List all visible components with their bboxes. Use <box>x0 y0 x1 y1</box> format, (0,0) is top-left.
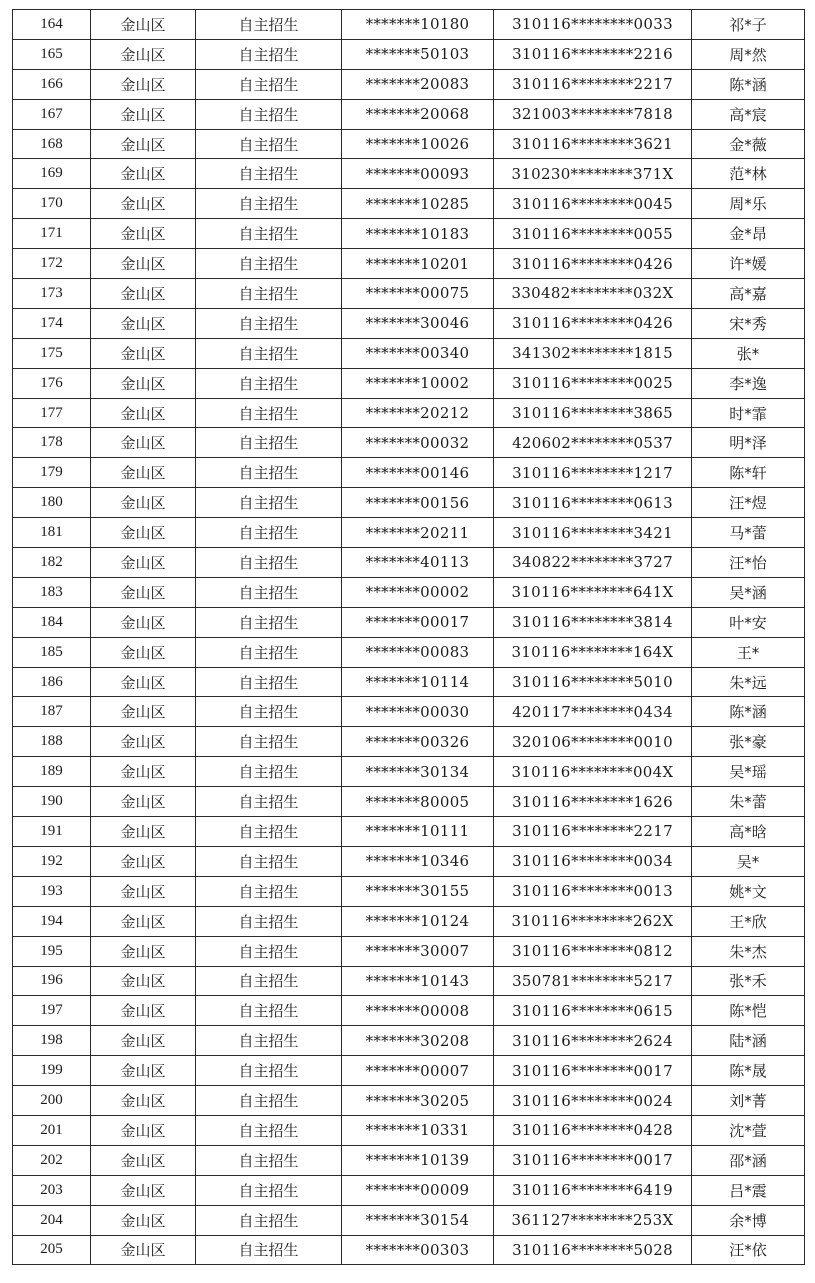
table-row <box>13 996 805 1026</box>
student-name-cell: 高*晗 <box>692 817 805 847</box>
table-row <box>13 69 805 99</box>
row-number: 194 <box>13 906 91 936</box>
district-cell: 金山区 <box>91 817 196 847</box>
district-cell: 金山区 <box>91 99 196 129</box>
row-number: 191 <box>13 817 91 847</box>
table-row <box>13 757 805 787</box>
admission-type-cell: 自主招生 <box>196 368 342 398</box>
admission-type-cell: 自主招生 <box>196 727 342 757</box>
row-number: 172 <box>13 249 91 279</box>
row-number: 196 <box>13 966 91 996</box>
district-cell: 金山区 <box>91 1235 196 1265</box>
admission-type-cell: 自主招生 <box>196 1145 342 1175</box>
district-cell: 金山区 <box>91 398 196 428</box>
table-row <box>13 936 805 966</box>
admission-type-cell: 自主招生 <box>196 69 342 99</box>
student-name-cell: 金*薇 <box>692 129 805 159</box>
candidate-number-cell: *******10139 <box>342 1145 494 1175</box>
student-name-cell: 陈*恺 <box>692 996 805 1026</box>
district-cell: 金山区 <box>91 308 196 338</box>
id-number-cell: 310116********0034 <box>494 846 692 876</box>
student-name-cell: 朱*远 <box>692 667 805 697</box>
id-number-cell: 310116********1626 <box>494 787 692 817</box>
table-row <box>13 607 805 637</box>
table-row <box>13 398 805 428</box>
district-cell: 金山区 <box>91 548 196 578</box>
district-cell: 金山区 <box>91 577 196 607</box>
student-name-cell: 汪*依 <box>692 1235 805 1265</box>
table-row <box>13 1145 805 1175</box>
row-number: 199 <box>13 1056 91 1086</box>
candidate-number-cell: *******00156 <box>342 488 494 518</box>
candidate-number-cell: *******10201 <box>342 249 494 279</box>
id-number-cell: 310116********0426 <box>494 308 692 338</box>
id-number-cell: 310116********004X <box>494 757 692 787</box>
table-row <box>13 308 805 338</box>
table-row <box>13 99 805 129</box>
candidate-number-cell: *******10285 <box>342 189 494 219</box>
table-row <box>13 518 805 548</box>
id-number-cell: 310116********0033 <box>494 10 692 40</box>
row-number: 204 <box>13 1205 91 1235</box>
id-number-cell: 310116********0615 <box>494 996 692 1026</box>
table-row <box>13 577 805 607</box>
id-number-cell: 350781********5217 <box>494 966 692 996</box>
candidate-number-cell: *******30154 <box>342 1205 494 1235</box>
id-number-cell: 310116********2217 <box>494 817 692 847</box>
candidate-number-cell: *******00030 <box>342 697 494 727</box>
id-number-cell: 310116********2216 <box>494 39 692 69</box>
admission-type-cell: 自主招生 <box>196 667 342 697</box>
student-name-cell: 金*昂 <box>692 219 805 249</box>
row-number: 165 <box>13 39 91 69</box>
row-number: 205 <box>13 1235 91 1265</box>
table-row <box>13 1026 805 1056</box>
district-cell: 金山区 <box>91 966 196 996</box>
candidate-number-cell: *******30205 <box>342 1086 494 1116</box>
district-cell: 金山区 <box>91 1175 196 1205</box>
row-number: 166 <box>13 69 91 99</box>
row-number: 195 <box>13 936 91 966</box>
student-name-cell: 余*博 <box>692 1205 805 1235</box>
id-number-cell: 310116********641X <box>494 577 692 607</box>
table-row <box>13 787 805 817</box>
candidate-number-cell: *******00008 <box>342 996 494 1026</box>
table-row <box>13 846 805 876</box>
row-number: 182 <box>13 548 91 578</box>
admission-type-cell: 自主招生 <box>196 189 342 219</box>
table-row <box>13 488 805 518</box>
admission-type-cell: 自主招生 <box>196 39 342 69</box>
id-number-cell: 310116********0024 <box>494 1086 692 1116</box>
student-name-cell: 王*欣 <box>692 906 805 936</box>
candidate-number-cell: *******00146 <box>342 458 494 488</box>
candidate-number-cell: *******30134 <box>342 757 494 787</box>
district-cell: 金山区 <box>91 518 196 548</box>
id-number-cell: 310116********164X <box>494 637 692 667</box>
id-number-cell: 320106********0010 <box>494 727 692 757</box>
candidate-number-cell: *******00009 <box>342 1175 494 1205</box>
candidate-number-cell: *******20211 <box>342 518 494 548</box>
candidate-number-cell: *******10124 <box>342 906 494 936</box>
row-number: 192 <box>13 846 91 876</box>
admission-type-cell: 自主招生 <box>196 279 342 309</box>
id-number-cell: 310116********2217 <box>494 69 692 99</box>
row-number: 174 <box>13 308 91 338</box>
candidate-number-cell: *******00017 <box>342 607 494 637</box>
candidate-number-cell: *******20212 <box>342 398 494 428</box>
candidate-number-cell: *******00075 <box>342 279 494 309</box>
admission-type-cell: 自主招生 <box>196 159 342 189</box>
id-number-cell: 310116********0017 <box>494 1145 692 1175</box>
admission-type-cell: 自主招生 <box>196 1026 342 1056</box>
row-number: 189 <box>13 757 91 787</box>
district-cell: 金山区 <box>91 69 196 99</box>
row-number: 203 <box>13 1175 91 1205</box>
student-name-cell: 王* <box>692 637 805 667</box>
table-row <box>13 159 805 189</box>
id-number-cell: 310116********0613 <box>494 488 692 518</box>
candidate-number-cell: *******10331 <box>342 1115 494 1145</box>
id-number-cell: 330482********032X <box>494 279 692 309</box>
district-cell: 金山区 <box>91 1056 196 1086</box>
admission-type-cell: 自主招生 <box>196 129 342 159</box>
id-number-cell: 310116********2624 <box>494 1026 692 1056</box>
candidate-number-cell: *******00002 <box>342 577 494 607</box>
admission-type-cell: 自主招生 <box>196 1056 342 1086</box>
candidate-number-cell: *******00032 <box>342 428 494 458</box>
admission-type-cell: 自主招生 <box>196 398 342 428</box>
id-number-cell: 310116********0025 <box>494 368 692 398</box>
district-cell: 金山区 <box>91 1115 196 1145</box>
district-cell: 金山区 <box>91 757 196 787</box>
row-number: 175 <box>13 338 91 368</box>
district-cell: 金山区 <box>91 936 196 966</box>
row-number: 188 <box>13 727 91 757</box>
candidate-number-cell: *******30046 <box>342 308 494 338</box>
id-number-cell: 310230********371X <box>494 159 692 189</box>
row-number: 170 <box>13 189 91 219</box>
district-cell: 金山区 <box>91 667 196 697</box>
id-number-cell: 340822********3727 <box>494 548 692 578</box>
student-name-cell: 沈*萱 <box>692 1115 805 1145</box>
district-cell: 金山区 <box>91 458 196 488</box>
district-cell: 金山区 <box>91 338 196 368</box>
id-number-cell: 310116********3865 <box>494 398 692 428</box>
student-name-cell: 陈*涵 <box>692 69 805 99</box>
student-name-cell: 范*林 <box>692 159 805 189</box>
admission-type-cell: 自主招生 <box>196 936 342 966</box>
row-number: 200 <box>13 1086 91 1116</box>
row-number: 198 <box>13 1026 91 1056</box>
student-name-cell: 吕*震 <box>692 1175 805 1205</box>
admission-type-cell: 自主招生 <box>196 99 342 129</box>
district-cell: 金山区 <box>91 1205 196 1235</box>
candidate-number-cell: *******80005 <box>342 787 494 817</box>
id-number-cell: 310116********5010 <box>494 667 692 697</box>
row-number: 180 <box>13 488 91 518</box>
district-cell: 金山区 <box>91 727 196 757</box>
id-number-cell: 341302********1815 <box>494 338 692 368</box>
student-name-cell: 张*豪 <box>692 727 805 757</box>
row-number: 202 <box>13 1145 91 1175</box>
row-number: 178 <box>13 428 91 458</box>
admission-type-cell: 自主招生 <box>196 458 342 488</box>
table-row <box>13 338 805 368</box>
student-name-cell: 陆*涵 <box>692 1026 805 1056</box>
row-number: 190 <box>13 787 91 817</box>
table-row <box>13 368 805 398</box>
district-cell: 金山区 <box>91 1145 196 1175</box>
admission-type-cell: 自主招生 <box>196 338 342 368</box>
admission-type-cell: 自主招生 <box>196 1175 342 1205</box>
admission-type-cell: 自主招生 <box>196 787 342 817</box>
id-number-cell: 321003********7818 <box>494 99 692 129</box>
district-cell: 金山区 <box>91 637 196 667</box>
admission-type-cell: 自主招生 <box>196 817 342 847</box>
admission-type-cell: 自主招生 <box>196 637 342 667</box>
row-number: 184 <box>13 607 91 637</box>
student-name-cell: 邵*涵 <box>692 1145 805 1175</box>
student-name-cell: 吴*涵 <box>692 577 805 607</box>
table-row <box>13 1056 805 1086</box>
table-row <box>13 279 805 309</box>
row-number: 183 <box>13 577 91 607</box>
candidate-number-cell: *******10346 <box>342 846 494 876</box>
district-cell: 金山区 <box>91 279 196 309</box>
id-number-cell: 310116********3621 <box>494 129 692 159</box>
admission-type-cell: 自主招生 <box>196 308 342 338</box>
row-number: 181 <box>13 518 91 548</box>
admission-type-cell: 自主招生 <box>196 1205 342 1235</box>
table-row <box>13 10 805 40</box>
table-row <box>13 637 805 667</box>
district-cell: 金山区 <box>91 39 196 69</box>
student-name-cell: 明*泽 <box>692 428 805 458</box>
district-cell: 金山区 <box>91 787 196 817</box>
candidate-number-cell: *******00093 <box>342 159 494 189</box>
row-number: 164 <box>13 10 91 40</box>
student-name-cell: 周*乐 <box>692 189 805 219</box>
id-number-cell: 310116********0055 <box>494 219 692 249</box>
admission-type-cell: 自主招生 <box>196 518 342 548</box>
table-row <box>13 1086 805 1116</box>
table-row <box>13 727 805 757</box>
student-name-cell: 陈*晟 <box>692 1056 805 1086</box>
candidate-number-cell: *******10026 <box>342 129 494 159</box>
admission-type-cell: 自主招生 <box>196 996 342 1026</box>
table-row <box>13 129 805 159</box>
candidate-number-cell: *******10180 <box>342 10 494 40</box>
student-name-cell: 马*蕾 <box>692 518 805 548</box>
student-name-cell: 周*然 <box>692 39 805 69</box>
admission-type-cell: 自主招生 <box>196 1115 342 1145</box>
id-number-cell: 310116********0017 <box>494 1056 692 1086</box>
row-number: 197 <box>13 996 91 1026</box>
district-cell: 金山区 <box>91 607 196 637</box>
table-row <box>13 219 805 249</box>
table-row <box>13 1205 805 1235</box>
table-row <box>13 667 805 697</box>
district-cell: 金山区 <box>91 1026 196 1056</box>
row-number: 177 <box>13 398 91 428</box>
id-number-cell: 310116********0812 <box>494 936 692 966</box>
candidate-number-cell: *******10111 <box>342 817 494 847</box>
candidate-number-cell: *******30155 <box>342 876 494 906</box>
district-cell: 金山区 <box>91 249 196 279</box>
student-name-cell: 吴*瑶 <box>692 757 805 787</box>
row-number: 168 <box>13 129 91 159</box>
id-number-cell: 310116********0013 <box>494 876 692 906</box>
student-name-cell: 叶*安 <box>692 607 805 637</box>
student-name-cell: 陈*涵 <box>692 697 805 727</box>
id-number-cell: 310116********0426 <box>494 249 692 279</box>
candidate-number-cell: *******10114 <box>342 667 494 697</box>
admission-type-cell: 自主招生 <box>196 548 342 578</box>
row-number: 179 <box>13 458 91 488</box>
district-cell: 金山区 <box>91 159 196 189</box>
student-name-cell: 高*嘉 <box>692 279 805 309</box>
row-number: 176 <box>13 368 91 398</box>
row-number: 187 <box>13 697 91 727</box>
row-number: 193 <box>13 876 91 906</box>
id-number-cell: 310116********0428 <box>494 1115 692 1145</box>
table-row <box>13 39 805 69</box>
id-number-cell: 310116********1217 <box>494 458 692 488</box>
district-cell: 金山区 <box>91 996 196 1026</box>
table-row <box>13 1175 805 1205</box>
candidate-number-cell: *******00083 <box>342 637 494 667</box>
admission-type-cell: 自主招生 <box>196 906 342 936</box>
table-row <box>13 428 805 458</box>
district-cell: 金山区 <box>91 129 196 159</box>
student-name-cell: 李*逸 <box>692 368 805 398</box>
candidate-number-cell: *******10183 <box>342 219 494 249</box>
district-cell: 金山区 <box>91 697 196 727</box>
admission-type-cell: 自主招生 <box>196 966 342 996</box>
table-row <box>13 1115 805 1145</box>
candidate-number-cell: *******00303 <box>342 1235 494 1265</box>
student-name-cell: 宋*秀 <box>692 308 805 338</box>
student-name-cell: 刘*菁 <box>692 1086 805 1116</box>
id-number-cell: 420602********0537 <box>494 428 692 458</box>
district-cell: 金山区 <box>91 876 196 906</box>
row-number: 201 <box>13 1115 91 1145</box>
admission-roster-table <box>12 9 805 1265</box>
student-name-cell: 张*禾 <box>692 966 805 996</box>
admission-type-cell: 自主招生 <box>196 10 342 40</box>
district-cell: 金山区 <box>91 906 196 936</box>
table-row <box>13 548 805 578</box>
row-number: 167 <box>13 99 91 129</box>
admission-type-cell: 自主招生 <box>196 757 342 787</box>
admission-type-cell: 自主招生 <box>196 876 342 906</box>
student-name-cell: 时*霏 <box>692 398 805 428</box>
row-number: 186 <box>13 667 91 697</box>
candidate-number-cell: *******10143 <box>342 966 494 996</box>
student-name-cell: 高*宸 <box>692 99 805 129</box>
id-number-cell: 420117********0434 <box>494 697 692 727</box>
table-row <box>13 189 805 219</box>
row-number: 185 <box>13 637 91 667</box>
admission-type-cell: 自主招生 <box>196 846 342 876</box>
student-name-cell: 汪*煜 <box>692 488 805 518</box>
table-row <box>13 1235 805 1265</box>
id-number-cell: 310116********3421 <box>494 518 692 548</box>
candidate-number-cell: *******40113 <box>342 548 494 578</box>
table-row <box>13 458 805 488</box>
admission-type-cell: 自主招生 <box>196 488 342 518</box>
admission-type-cell: 自主招生 <box>196 1086 342 1116</box>
district-cell: 金山区 <box>91 488 196 518</box>
candidate-number-cell: *******10002 <box>342 368 494 398</box>
district-cell: 金山区 <box>91 189 196 219</box>
student-name-cell: 张* <box>692 338 805 368</box>
student-name-cell: 许*媛 <box>692 249 805 279</box>
row-number: 171 <box>13 219 91 249</box>
student-name-cell: 朱*蕾 <box>692 787 805 817</box>
admission-type-cell: 自主招生 <box>196 1235 342 1265</box>
admission-type-cell: 自主招生 <box>196 607 342 637</box>
admission-type-cell: 自主招生 <box>196 577 342 607</box>
candidate-number-cell: *******20083 <box>342 69 494 99</box>
roster-body <box>13 10 805 1265</box>
admission-type-cell: 自主招生 <box>196 249 342 279</box>
table-row <box>13 817 805 847</box>
admission-type-cell: 自主招生 <box>196 219 342 249</box>
admission-type-cell: 自主招生 <box>196 428 342 458</box>
candidate-number-cell: *******00326 <box>342 727 494 757</box>
candidate-number-cell: *******20068 <box>342 99 494 129</box>
student-name-cell: 姚*文 <box>692 876 805 906</box>
id-number-cell: 310116********6419 <box>494 1175 692 1205</box>
candidate-number-cell: *******00007 <box>342 1056 494 1086</box>
candidate-number-cell: *******00340 <box>342 338 494 368</box>
row-number: 173 <box>13 279 91 309</box>
admission-type-cell: 自主招生 <box>196 697 342 727</box>
candidate-number-cell: *******30208 <box>342 1026 494 1056</box>
student-name-cell: 祁*子 <box>692 10 805 40</box>
student-name-cell: 陈*轩 <box>692 458 805 488</box>
district-cell: 金山区 <box>91 1086 196 1116</box>
student-name-cell: 朱*杰 <box>692 936 805 966</box>
table-row <box>13 249 805 279</box>
candidate-number-cell: *******50103 <box>342 39 494 69</box>
table-row <box>13 876 805 906</box>
student-name-cell: 汪*怡 <box>692 548 805 578</box>
id-number-cell: 310116********5028 <box>494 1235 692 1265</box>
id-number-cell: 310116********262X <box>494 906 692 936</box>
student-name-cell: 吴* <box>692 846 805 876</box>
district-cell: 金山区 <box>91 368 196 398</box>
district-cell: 金山区 <box>91 10 196 40</box>
id-number-cell: 361127********253X <box>494 1205 692 1235</box>
table-row <box>13 906 805 936</box>
table-row <box>13 966 805 996</box>
district-cell: 金山区 <box>91 219 196 249</box>
candidate-number-cell: *******30007 <box>342 936 494 966</box>
id-number-cell: 310116********3814 <box>494 607 692 637</box>
district-cell: 金山区 <box>91 846 196 876</box>
id-number-cell: 310116********0045 <box>494 189 692 219</box>
row-number: 169 <box>13 159 91 189</box>
table-row <box>13 697 805 727</box>
district-cell: 金山区 <box>91 428 196 458</box>
